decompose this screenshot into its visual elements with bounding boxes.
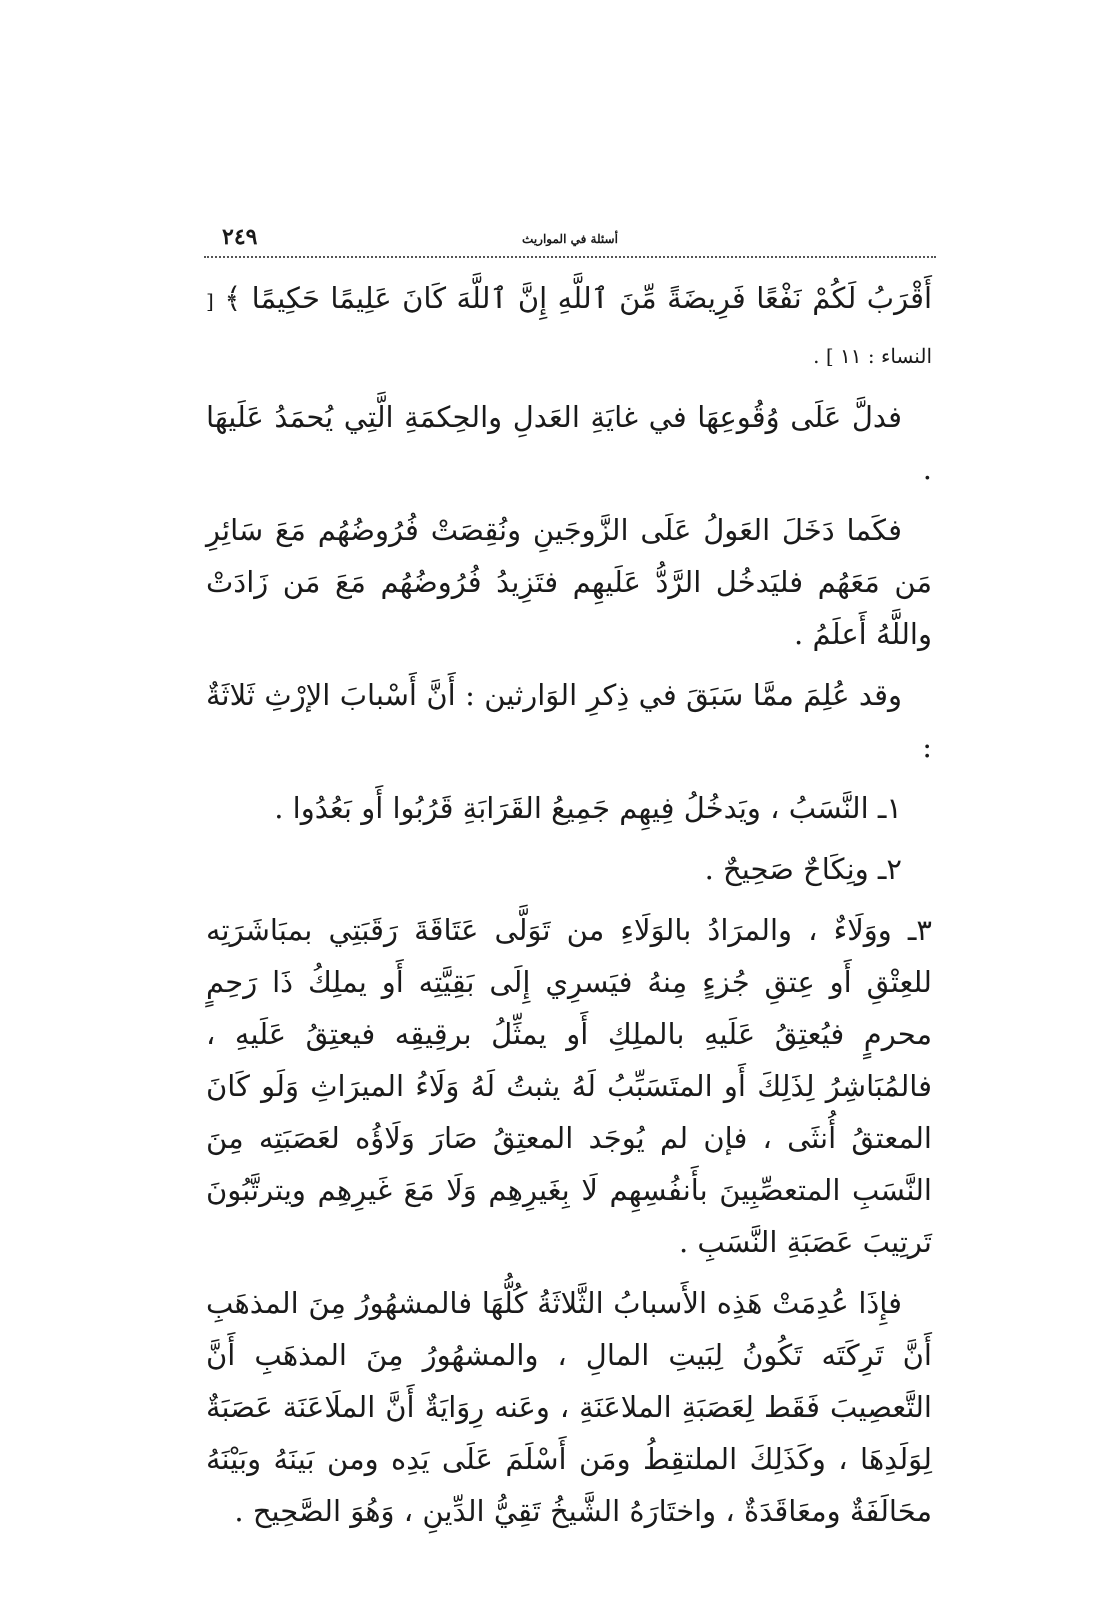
running-title: أسئلة في المواريث	[522, 232, 618, 246]
header-divider	[204, 256, 936, 258]
paragraph: فكَما دَخَلَ العَولُ عَلَى الزَّوجَينِ ونُقِصَتْ فُرُوضُهُم مَعَ سَائِرِ مَن مَعَهُم فليَدخُل الرَّدُّ عَلَيهِم فتَزِيدُ فُرُوضُهُم مَعَ مَن زَادَتْ واللَّهُ أَعلَمُ .	[206, 513, 932, 651]
list-item: ١ـ النَّسَبُ ، ويَدخُلُ فِيهِم جَمِيعُ القَرَابَةِ قَرُبُوا أَو بَعُدُوا .	[274, 791, 902, 825]
verse-reference: [ النساء : ١١ ] .	[206, 289, 932, 368]
paragraph: فإِذَا عُدِمَتْ هَذِه الأَسبابُ الثَّلاثَةُ كُلُّهَا فالمشهُورُ مِنَ المذهَبِ أَنَّ تَرِكَتَه تَكُونُ لِبَيتِ المالِ ، والمشهُورُ مِنَ المذهَبِ أَنَّ التَّعصِيبَ فَقَط لِعَصَبَةِ الملاعَنَةِ ، وعَنه رِوَايَةٌ أَنَّ الملَاعَنَة عَصَبَةٌ لِوَلَدِهَا ، وكَذَلِكَ الملتقِطُ ومَن أَسْلَمَ عَلَى يَدِه ومن بَينَهُ وبَيْنَهُ محَالَفَةٌ ومعَاقَدَةٌ ، واختَارَهُ الشَّيخُ تَقِيُّ الدِّينِ ، وَهُوَ الصَّحِيح .	[206, 1286, 932, 1528]
page-number: ٢٤٩	[222, 224, 258, 250]
page-header	[204, 218, 936, 258]
page-body	[206, 272, 932, 1546]
paragraph: فدلَّ عَلَى وُقُوعِهَا في غايَةِ العَدلِ والحِكمَةِ الَّتِي يُحمَدُ عَلَيهَا .	[206, 400, 932, 486]
list-item: ٢ـ ونِكَاحٌ صَحِيحٌ .	[704, 852, 902, 886]
paragraph: وقد عُلِمَ ممَّا سَبَقَ في ذِكرِ الوَارثين : أَنَّ أَسْبابَ الإرْثِ ثَلاثَةٌ :	[206, 678, 932, 764]
verse-text: أَقْرَبُ لَكُمْ نَفْعًا فَرِيضَةً مِّنَ ٱللَّهِ إِنَّ ٱللَّهَ كَانَ عَلِيمًا حَكِيمًا ﴾	[224, 281, 932, 315]
list-item: ٣ـ ووَلَاءٌ ، والمرَادُ بالوَلَاءِ من تَوَلَّى عَتَاقَةَ رَقَبَتِي بمبَاشَرَتِه للعِتْقِ أَو عِتقِ جُزءٍ مِنهُ فيَسرِي إِلَى بَقِيَّتِه أَو يملِكُ ذَا رَحِمٍ محرمٍ فيُعتِقُ عَلَيهِ بالملِكِ أَو يمثِّلُ برقِيقِه فيعتِقُ عَلَيهِ ، فالمُبَاشِرُ لِذَلِكَ أَو المتَسَبِّبُ لَهُ يثبتُ لَهُ وَلَاءُ الميرَاثِ وَلَو كَانَ المعتقُ أُنثَى ، فإن لم يُوجَد المعتِقُ صَارَ وَلَاؤُه لعَصَبَتِه مِنَ النَّسَبِ المتعصِّبِينَ بأَنفُسِهِم لَا بِغَيرِهِم وَلَا مَعَ غَيرِهِم ويترتَّبُونَ تَرتِيبَ عَصَبَةِ النَّسَبِ .	[206, 913, 932, 1259]
quran-verse-paragraph	[206, 272, 932, 382]
